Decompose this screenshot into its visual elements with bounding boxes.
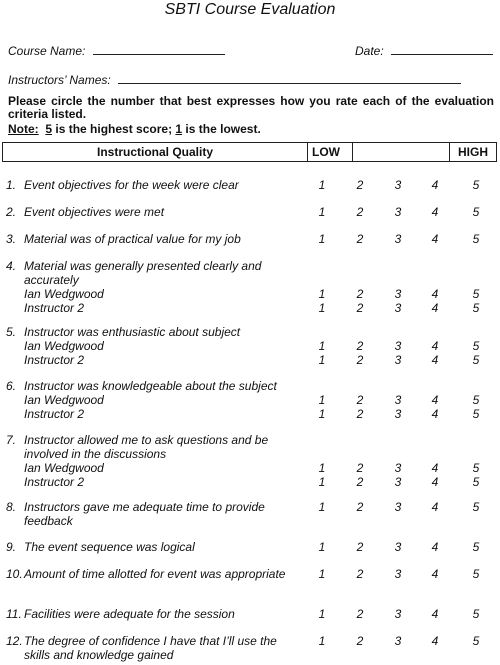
instructor-label: Instructor 2 — [24, 353, 85, 367]
instructor-score-5[interactable]: 5 — [472, 301, 480, 315]
instructor-score-4[interactable]: 4 — [431, 407, 439, 421]
instructor-label: Ian Wedgwood — [24, 393, 104, 407]
instructor-score-2[interactable]: 2 — [356, 475, 364, 489]
scale-note — [8, 122, 261, 136]
item-score-1[interactable]: 1 — [318, 607, 326, 621]
instructor-score-5[interactable]: 5 — [472, 339, 480, 353]
item-question: Event objectives were met — [24, 205, 165, 219]
item-score-1[interactable]: 1 — [318, 567, 326, 581]
item-score-3[interactable]: 3 — [394, 232, 402, 246]
instructor-label: Instructor 2 — [24, 407, 85, 421]
item-number: 1. — [6, 178, 17, 192]
item-question: The event sequence was logical — [24, 540, 195, 554]
instructor-score-1[interactable]: 1 — [318, 301, 326, 315]
note-high-number: 5 — [45, 122, 53, 136]
rating-header-table — [2, 142, 497, 162]
item-number: 2. — [6, 205, 17, 219]
item-score-4[interactable]: 4 — [431, 567, 439, 581]
item-score-4[interactable]: 4 — [431, 607, 439, 621]
instructor-score-1[interactable]: 1 — [318, 393, 326, 407]
item-score-3[interactable]: 3 — [394, 178, 402, 192]
instructor-score-4[interactable]: 4 — [431, 339, 439, 353]
item-question: Instructors gave me adequate time to provide feedback — [24, 500, 265, 528]
instructor-score-3[interactable]: 3 — [394, 353, 402, 367]
instructor-score-5[interactable]: 5 — [472, 287, 480, 301]
instructor-score-3[interactable]: 3 — [394, 393, 402, 407]
instructor-label: Instructor 2 — [24, 301, 85, 315]
item-number: 9. — [6, 540, 17, 554]
instructor-score-4[interactable]: 4 — [431, 475, 439, 489]
instructor-score-5[interactable]: 5 — [472, 461, 480, 475]
item-score-1[interactable]: 1 — [318, 232, 326, 246]
instructor-label: Ian Wedgwood — [24, 287, 104, 301]
item-question: Instructor was enthusiastic about subject — [24, 325, 241, 339]
item-question: Instructor was knowledgeable about the subject — [24, 379, 277, 393]
instructor-score-4[interactable]: 4 — [431, 353, 439, 367]
course-name-label: Course Name: — [8, 44, 86, 58]
instructor-score-3[interactable]: 3 — [394, 475, 402, 489]
instructor-label: Ian Wedgwood — [24, 461, 104, 475]
instructors-label: Instructors’ Names: — [8, 73, 111, 87]
instructor-score-1[interactable]: 1 — [318, 287, 326, 301]
instructor-score-4[interactable]: 4 — [431, 393, 439, 407]
instructor-label: Ian Wedgwood — [24, 339, 104, 353]
item-score-3[interactable]: 3 — [394, 634, 402, 648]
item-number: 5. — [6, 325, 17, 339]
instructor-score-5[interactable]: 5 — [472, 407, 480, 421]
item-score-2[interactable]: 2 — [356, 205, 364, 219]
instructor-score-3[interactable]: 3 — [394, 461, 402, 475]
item-score-5[interactable]: 5 — [472, 607, 480, 621]
instructor-label: Instructor 2 — [24, 475, 85, 489]
item-number: 10. — [6, 567, 23, 581]
instructor-score-2[interactable]: 2 — [356, 301, 364, 315]
item-score-3[interactable]: 3 — [394, 567, 402, 581]
rating-header-row — [3, 143, 497, 162]
instructor-score-2[interactable]: 2 — [356, 461, 364, 475]
course-name-blank[interactable] — [93, 43, 225, 55]
item-score-1[interactable]: 1 — [318, 634, 326, 648]
item-score-3[interactable]: 3 — [394, 205, 402, 219]
instructor-score-1[interactable]: 1 — [318, 475, 326, 489]
item-score-4[interactable]: 4 — [431, 540, 439, 554]
item-number: 4. — [6, 259, 17, 273]
instructor-score-2[interactable]: 2 — [356, 393, 364, 407]
course-name-field[interactable] — [8, 43, 225, 58]
item-score-1[interactable]: 1 — [318, 500, 326, 514]
instructor-score-5[interactable]: 5 — [472, 353, 480, 367]
item-score-2[interactable]: 2 — [356, 178, 364, 192]
note-low-number: 1 — [175, 122, 183, 136]
item-score-2[interactable]: 2 — [356, 634, 364, 648]
item-score-2[interactable]: 2 — [356, 607, 364, 621]
item-score-5[interactable]: 5 — [472, 178, 480, 192]
item-score-5[interactable]: 5 — [472, 205, 480, 219]
item-question: Instructor allowed me to ask questions and be involved in the discussions — [24, 433, 269, 461]
item-score-4[interactable]: 4 — [431, 205, 439, 219]
item-question: Facilities were adequate for the session — [24, 607, 235, 621]
item-score-4[interactable]: 4 — [431, 232, 439, 246]
note-high-text: is the highest score; — [52, 122, 176, 136]
item-score-1[interactable]: 1 — [318, 205, 326, 219]
item-score-2[interactable]: 2 — [356, 540, 364, 554]
item-score-1[interactable]: 1 — [318, 540, 326, 554]
item-question: Material was of practical value for my job — [24, 232, 241, 246]
instructor-score-1[interactable]: 1 — [318, 407, 326, 421]
note-label: Note: — [8, 122, 39, 136]
instructor-score-2[interactable]: 2 — [356, 287, 364, 301]
item-question: Event objectives for the week were clear — [24, 178, 239, 192]
date-field[interactable] — [355, 43, 493, 58]
form-title: SBTI Course Evaluation — [164, 1, 336, 18]
item-score-5[interactable]: 5 — [472, 540, 480, 554]
note-low-text: is the lowest. — [182, 122, 261, 136]
date-blank[interactable] — [391, 43, 493, 55]
date-label: Date: — [355, 44, 384, 58]
item-score-5[interactable]: 5 — [472, 232, 480, 246]
item-question: Material was generally presented clearly and accurately — [24, 259, 262, 287]
instructor-score-4[interactable]: 4 — [431, 301, 439, 315]
header-middle — [353, 143, 450, 162]
header-instructional-quality: Instructional Quality — [3, 143, 308, 162]
instructor-score-2[interactable]: 2 — [356, 353, 364, 367]
item-question: Amount of time allotted for event was appropriate — [24, 567, 286, 581]
item-score-3[interactable]: 3 — [394, 607, 402, 621]
instructor-score-3[interactable]: 3 — [394, 339, 402, 353]
item-score-5[interactable]: 5 — [472, 500, 480, 514]
instructor-score-1[interactable]: 1 — [318, 353, 326, 367]
item-number: 8. — [6, 500, 17, 514]
instructor-score-3[interactable]: 3 — [394, 301, 402, 315]
instructor-score-4[interactable]: 4 — [431, 287, 439, 301]
instructor-score-5[interactable]: 5 — [472, 393, 480, 407]
item-score-4[interactable]: 4 — [431, 178, 439, 192]
instructor-score-1[interactable]: 1 — [318, 339, 326, 353]
item-number: 7. — [6, 433, 17, 447]
item-score-5[interactable]: 5 — [472, 567, 480, 581]
instructors-blank[interactable] — [118, 72, 461, 84]
instructor-score-1[interactable]: 1 — [318, 461, 326, 475]
header-low: LOW — [308, 143, 353, 162]
instructor-score-2[interactable]: 2 — [356, 407, 364, 421]
instructor-score-3[interactable]: 3 — [394, 287, 402, 301]
item-score-2[interactable]: 2 — [356, 567, 364, 581]
instructor-score-4[interactable]: 4 — [431, 461, 439, 475]
item-score-2[interactable]: 2 — [356, 232, 364, 246]
item-score-5[interactable]: 5 — [472, 634, 480, 648]
item-score-4[interactable]: 4 — [431, 634, 439, 648]
item-number: 6. — [6, 379, 17, 393]
instructor-score-5[interactable]: 5 — [472, 475, 480, 489]
instructions-text: Please circle the number that best expresses how you rate each of the evaluation criteria listed. — [8, 94, 494, 121]
item-number: 3. — [6, 232, 17, 246]
item-number: 12. — [6, 634, 23, 648]
instructor-score-3[interactable]: 3 — [394, 407, 402, 421]
item-score-2[interactable]: 2 — [356, 500, 364, 514]
item-score-1[interactable]: 1 — [318, 178, 326, 192]
instructors-field[interactable] — [8, 72, 461, 87]
item-score-3[interactable]: 3 — [394, 500, 402, 514]
instructor-score-2[interactable]: 2 — [356, 339, 364, 353]
header-high: HIGH — [450, 143, 497, 162]
item-number: 11. — [6, 607, 22, 621]
item-score-3[interactable]: 3 — [394, 540, 402, 554]
item-question: The degree of confidence I have that I’ll use the skills and knowledge gained — [24, 634, 277, 662]
item-score-4[interactable]: 4 — [431, 500, 439, 514]
